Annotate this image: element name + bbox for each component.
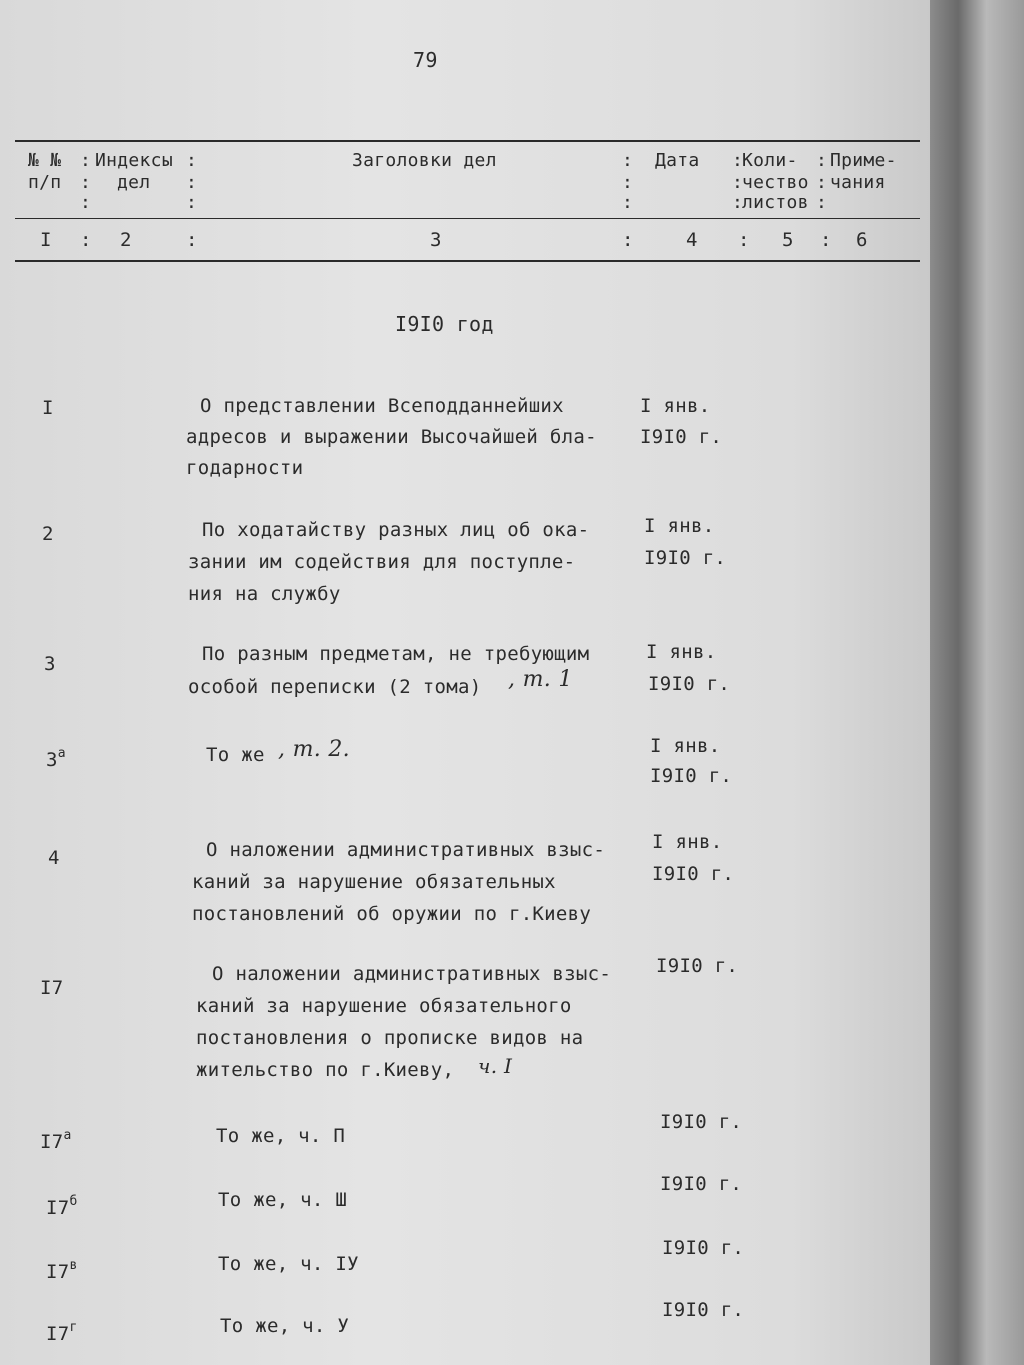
header-col-sep: :: [732, 150, 744, 171]
page-number: 79: [413, 48, 438, 72]
entry-number-superscript: в: [69, 1258, 78, 1273]
header-col2-line1: Индексы: [95, 150, 173, 171]
entry-title-line: То же, ч. П: [216, 1125, 346, 1147]
entry-title-line: постановления о прописке видов на: [196, 1027, 584, 1049]
header-col4: Дата: [655, 150, 700, 171]
entry-date: I9I0 г.: [662, 1299, 745, 1321]
header-col5-line3: листов: [742, 192, 809, 213]
page-edge-shadow: [930, 0, 1024, 1365]
header-col-sep: :: [820, 229, 832, 251]
handwritten-note: , т. 1: [508, 667, 573, 692]
entry-title-line: адресов и выражении Высочайшей бла-: [186, 426, 597, 448]
header-col-sep: :: [80, 192, 92, 213]
entry-date: I9I0 г.: [648, 673, 731, 695]
entry-title-line: каний за нарушение обязательного: [196, 995, 572, 1017]
header-col2-line2: дел: [117, 172, 151, 193]
header-col-sep: :: [80, 150, 92, 171]
entry-date: I9I0 г.: [650, 765, 733, 787]
header-col-sep: :: [622, 229, 634, 251]
header-col-sep: :: [186, 150, 198, 171]
header-col-sep: :: [622, 150, 634, 171]
header-col-sep: :: [80, 172, 92, 193]
header-col6-line1: Приме-: [830, 150, 897, 171]
entry-title-line: О представлении Всеподданнейших: [200, 395, 564, 417]
entry-title-line: По ходатайству разных лиц об ока-: [202, 519, 590, 541]
header-mid-rule: [15, 218, 920, 219]
header-col-sep: :: [186, 172, 198, 193]
entry-title-line: ния на службу: [188, 583, 341, 605]
entry-number-superscript: а: [63, 1128, 72, 1143]
header-top-rule: [15, 140, 920, 142]
entry-number-superscript: г: [69, 1320, 78, 1335]
entry-number-superscript: а: [57, 746, 66, 761]
entry-date: I9I0 г.: [656, 955, 739, 977]
entry-title-line: То же, ч. У: [220, 1315, 350, 1337]
header-col6-line2: чания: [830, 172, 886, 193]
year-heading: I9I0 год: [395, 312, 494, 336]
column-number: 2: [120, 229, 132, 251]
column-number: 4: [686, 229, 698, 251]
handwritten-note: ч. I: [478, 1054, 513, 1078]
header-col-sep: :: [816, 172, 828, 193]
entry-date: I янв.: [652, 831, 723, 853]
header-col1-line2: п/п: [28, 172, 62, 193]
header-col-sep: :: [186, 192, 198, 213]
header-col-sep: :: [622, 192, 634, 213]
header-col-sep: :: [738, 229, 750, 251]
header-bottom-rule: [15, 260, 920, 262]
entry-number: I7: [40, 977, 64, 999]
entry-title-line: То же: [206, 744, 265, 766]
entry-number-superscript: б: [69, 1194, 78, 1209]
entry-title-line: особой переписки (2 тома): [188, 676, 482, 698]
header-col-sep: :: [186, 229, 198, 251]
entry-title-line: зании им содействия для поступле-: [188, 551, 576, 573]
entry-title-line: каний за нарушение обязательных: [192, 871, 556, 893]
header-col-sep: :: [732, 192, 744, 213]
header-col1-line1: № №: [28, 150, 62, 171]
entry-date: I9I0 г.: [660, 1111, 743, 1133]
header-col-sep: :: [732, 172, 744, 193]
entry-date: I9I0 г.: [652, 863, 735, 885]
entry-number: $3^а$: [46, 746, 66, 771]
entry-date: I9I0 г.: [644, 547, 727, 569]
column-number: 3: [430, 229, 442, 251]
handwritten-note: , т. 2.: [278, 737, 350, 762]
entry-date: I9I0 г.: [660, 1173, 743, 1195]
column-number: I: [40, 229, 52, 251]
header-col3: Заголовки дел: [352, 150, 497, 171]
entry-title-line: годарности: [186, 457, 304, 479]
entry-date: I янв.: [646, 641, 717, 663]
header-col-sep: :: [622, 172, 634, 193]
header-col5-line1: Коли-: [742, 150, 798, 171]
header-col-sep: :: [80, 229, 92, 251]
header-col5-line2: чество: [742, 172, 809, 193]
entry-number: $I7^б$: [46, 1194, 78, 1219]
entry-title-line: О наложении административных взыс-: [212, 963, 612, 985]
column-number: 6: [856, 229, 868, 251]
entry-date: I9I0 г.: [662, 1237, 745, 1259]
entry-number: $I7^а$: [40, 1128, 72, 1153]
header-col-sep: :: [816, 150, 828, 171]
entry-date: I9I0 г.: [640, 426, 723, 448]
entry-date: I янв.: [644, 515, 715, 537]
header-col-sep: :: [816, 192, 828, 213]
entry-title-line: О наложении административных взыс-: [206, 839, 606, 861]
entry-number: $I7^г$: [46, 1320, 78, 1345]
entry-number: 3: [44, 653, 56, 675]
entry-title-line: жительство по г.Киеву,: [196, 1059, 455, 1081]
column-number: 5: [782, 229, 794, 251]
entry-title-line: По разным предметам, не требующим: [202, 643, 590, 665]
entry-date: I янв.: [640, 395, 711, 417]
entry-number: 2: [42, 523, 54, 545]
entry-title-line: постановлений об оружии по г.Киеву: [192, 903, 592, 925]
entry-number: I: [42, 397, 54, 419]
entry-number: $I7^в$: [46, 1258, 78, 1283]
entry-title-line: То же, ч. IУ: [218, 1253, 359, 1275]
entry-number: 4: [48, 847, 60, 869]
entry-date: I янв.: [650, 735, 721, 757]
entry-title-line: То же, ч. Ш: [218, 1189, 348, 1211]
